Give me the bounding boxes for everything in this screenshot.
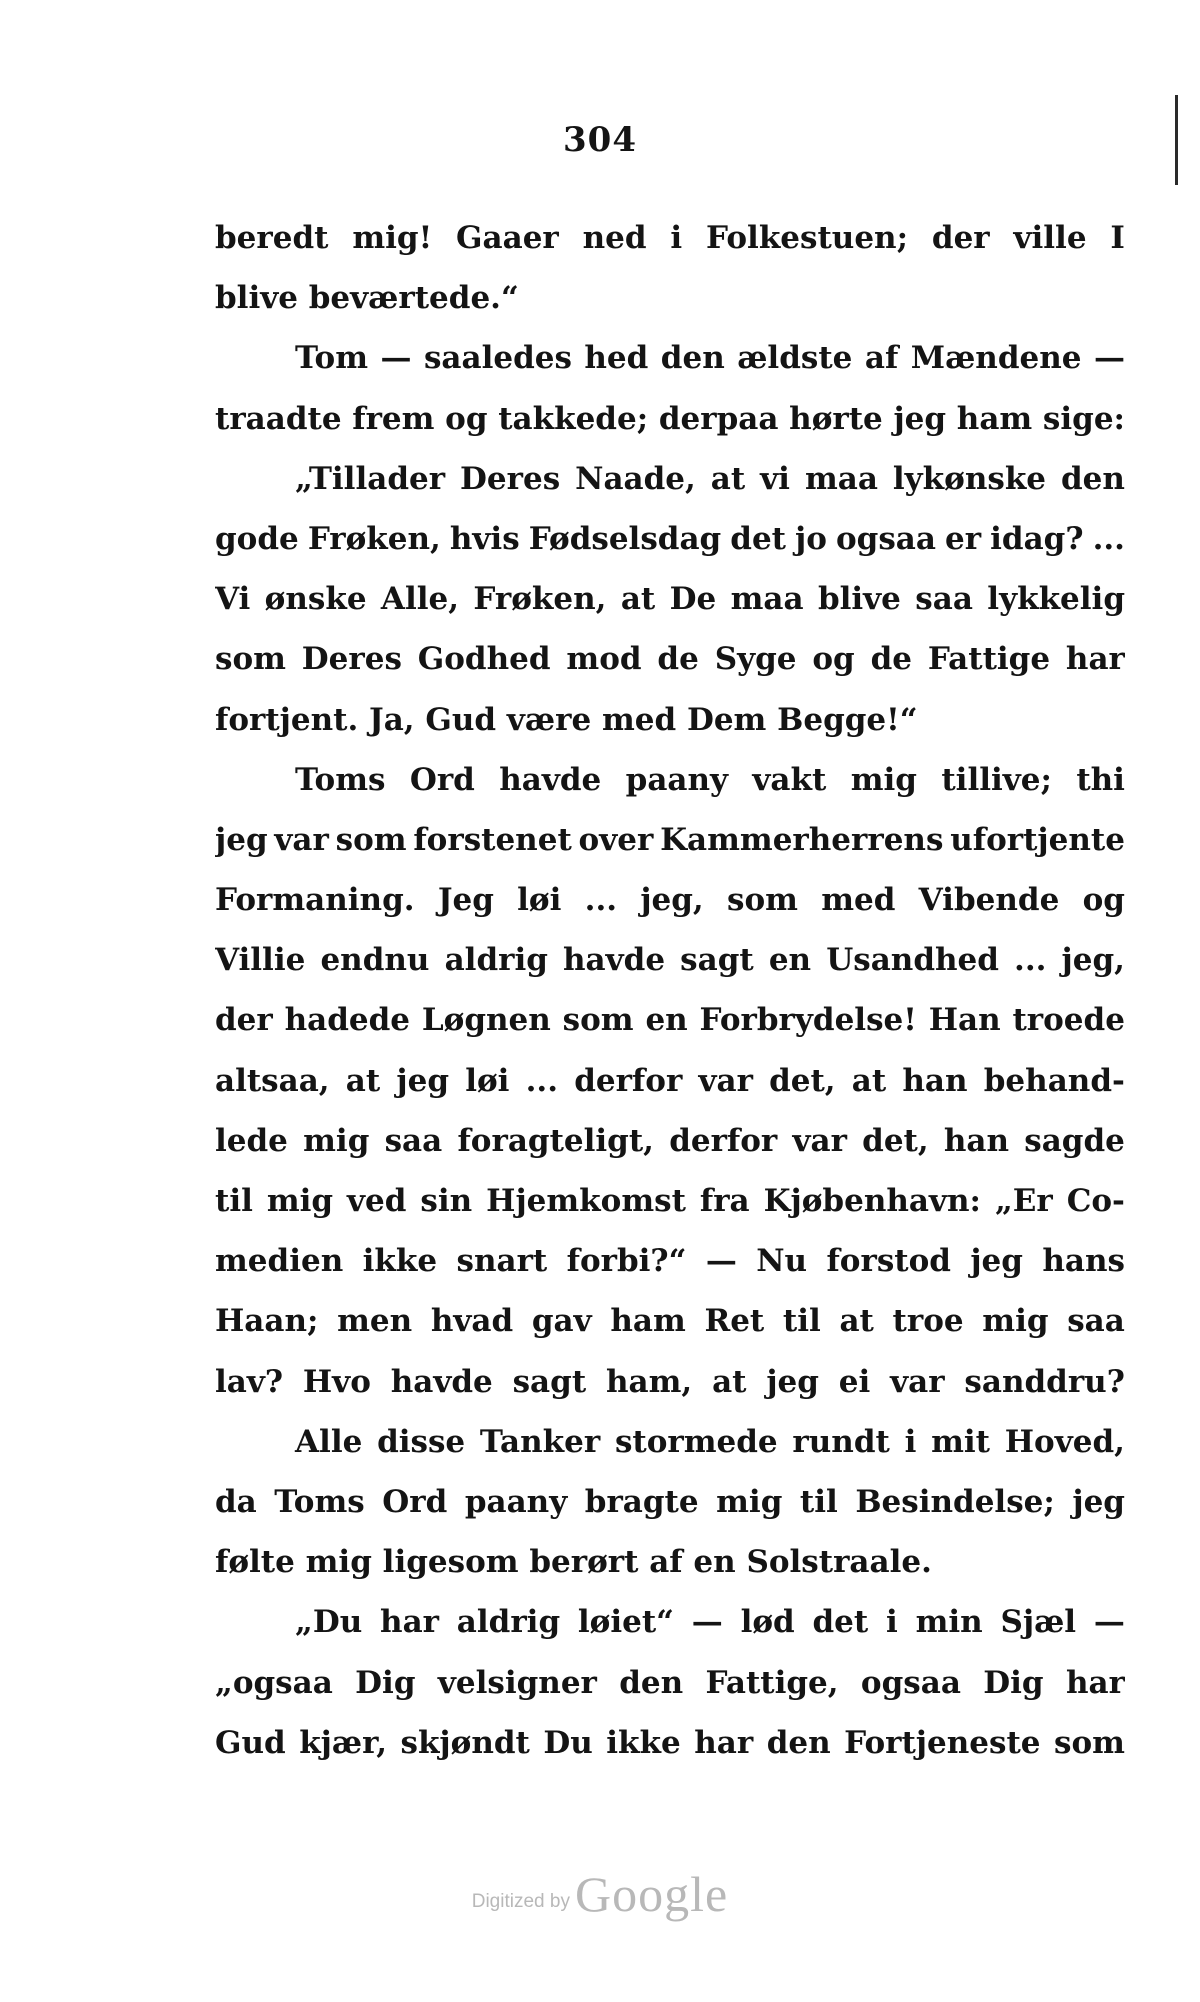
text-line: Alle disse Tanker stormede rundt i mit Hoved, — [295, 1423, 1125, 1460]
text-line: beredt mig! Gaaer ned i Folkestuen; der ville I — [215, 220, 1125, 256]
text-line: Vi ønske Alle, Frøken, at De maa blive saa lykkelig — [215, 581, 1125, 618]
text-line: jeg var som forstenet over Kammerherrens ufortjente — [215, 821, 1125, 858]
text-line: Haan; men hvad gav ham Ret til at troe mig saa — [215, 1303, 1125, 1340]
text-line: der hadede Løgnen som en Forbrydelse! Han troede — [215, 1002, 1125, 1039]
text-line: Toms Ord havde paany vakt mig tillive; thi — [295, 761, 1125, 798]
text-line: Formaning. Jeg løi ... jeg, som med Vibende og — [215, 882, 1125, 919]
text-line: til mig ved sin Hjemkomst fra Kjøbenhavn: „Er Co- — [215, 1183, 1125, 1219]
scan-edge-mark — [1175, 95, 1178, 185]
text-line: „ogsaa Dig velsigner den Fattige, ogsaa Dig har — [215, 1664, 1125, 1701]
google-logo: Google — [575, 1866, 729, 1922]
text-line: medien ikke snart forbi?“ — Nu forstod jeg hans — [215, 1243, 1125, 1280]
text-line: gode Frøken, hvis Fødselsdag det jo ogsaa er idag? ... — [215, 520, 1125, 557]
digitized-label: Digitized by — [471, 1891, 570, 1912]
body-text — [215, 208, 1125, 1773]
text-line: som Deres Godhed mod de Syge og de Fattige har — [215, 641, 1125, 678]
text-line: altsaa, at jeg løi ... derfor var det, at han behand- — [215, 1062, 1125, 1099]
text-line: da Toms Ord paany bragte mig til Besindelse; jeg — [215, 1483, 1125, 1520]
text-line: blive beværtede.“ — [215, 280, 519, 317]
text-line: „Tillader Deres Naade, at vi maa lykønske den — [295, 460, 1125, 497]
text-line: traadte frem og takkede; derpaa hørte jeg ham sige: — [215, 400, 1125, 437]
text-line: fortjent. Ja, Gud være med Dem Begge!“ — [215, 701, 918, 738]
digitized-watermark — [0, 1865, 1200, 1923]
text-line: Villie endnu aldrig havde sagt en Usandhed ... jeg, — [215, 942, 1125, 979]
text-line: Gud kjær, skjøndt Du ikke har den Fortjeneste som — [215, 1724, 1125, 1761]
text-line: lav? Hvo havde sagt ham, at jeg ei var sanddru? — [215, 1363, 1125, 1400]
page-number: 304 — [563, 120, 637, 160]
text-line: følte mig ligesom berørt af en Solstraale. — [215, 1544, 932, 1581]
text-line: lede mig saa foragteligt, derfor var det, han sagde — [215, 1122, 1125, 1159]
text-line: „Du har aldrig løiet“ — lød det i min Sjæl — — [295, 1604, 1125, 1641]
text-line: Tom — saaledes hed den ældste af Mændene — — [295, 340, 1125, 377]
